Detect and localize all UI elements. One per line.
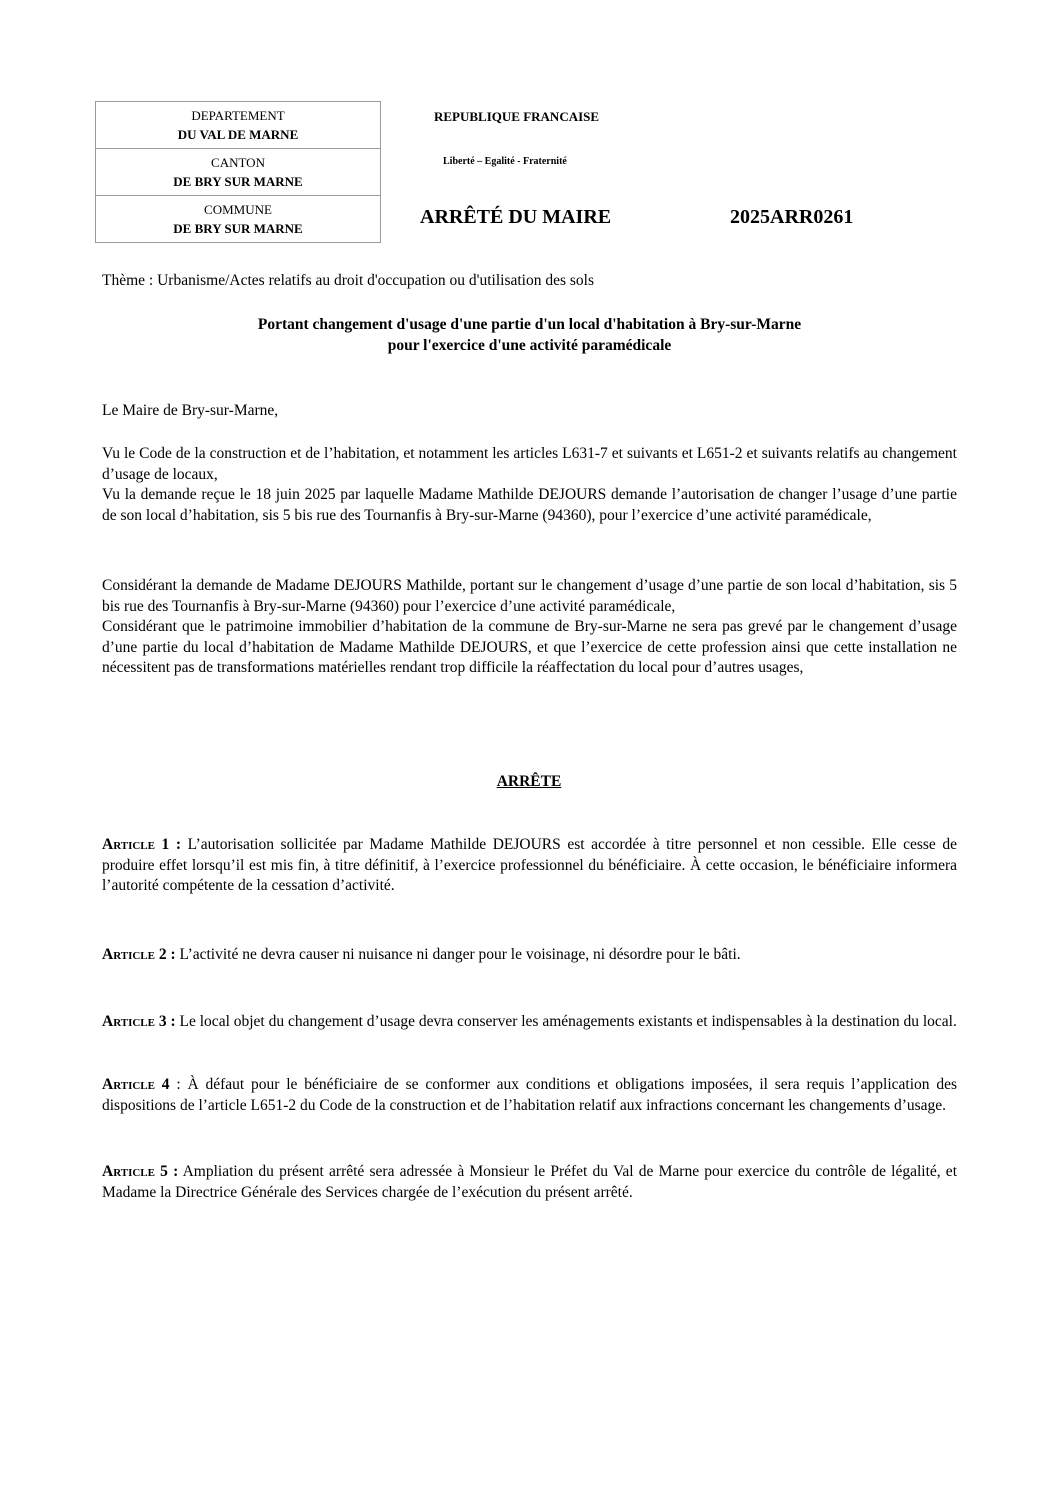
arrete-title: ARRÊTÉ DU MAIRE (420, 206, 612, 228)
article-label: Article 4 (102, 1076, 170, 1093)
header-table (95, 101, 381, 243)
subject-title (102, 314, 957, 356)
canton-label: CANTON (211, 155, 265, 170)
departement-value: DU VAL DE MARNE (177, 127, 299, 142)
article-label: Article 3 : (102, 1013, 176, 1030)
considerant-paragraph: Considérant la demande de Madame DEJOURS Mathilde, portant sur le changement d’usage d’une partie de son local d’habitation, sis 5 bis rue des Tournanfis à Bry-sur-Marne (94360) pour l’exercice d’une activité paramédicale, (102, 577, 957, 615)
article-label: Article 5 : (102, 1163, 179, 1180)
considerant-paragraph: Considérant que le patrimoine immobilier d’habitation de la commune de Bry-sur-Marne ne sera pas grevé par le changement d’usage d’une partie du local d’habitation de Madame Mathilde DEJOURS, et que l’exercice de cette profession ainsi que cette installation ne nécessitent pas de transformations matérielles rendant trop difficile la réaffectation du local pour d’autres usages, (102, 618, 957, 676)
commune-cell (96, 196, 381, 243)
canton-row (96, 149, 381, 196)
commune-row (96, 196, 381, 243)
theme-line: Thème : Urbanisme/Actes relatifs au droit d'occupation ou d'utilisation des sols (102, 272, 595, 289)
considerant-section (102, 576, 957, 679)
vu-paragraph: Vu le Code de la construction et de l’habitation, et notamment les articles L631-7 et suivants et L651-2 et suivants relatifs au changement d’usage de locaux, (102, 445, 957, 483)
commune-value: DE BRY SUR MARNE (173, 221, 303, 236)
republique-heading: REPUBLIQUE FRANCAISE (434, 109, 600, 124)
departement-row (96, 102, 381, 149)
canton-value: DE BRY SUR MARNE (173, 174, 303, 189)
arrete-heading: ARRÊTE (496, 773, 562, 790)
article-text: Ampliation du présent arrêté sera adressée à Monsieur le Préfet du Val de Marne pour exercice du contrôle de légalité, et Madame la Directrice Générale des Services chargée de l’exécution du présent arrêté. (102, 1163, 957, 1201)
vu-section (102, 444, 957, 526)
article-label: Article 2 : (102, 946, 176, 963)
article-text: L’autorisation sollicitée par Madame Mathilde DEJOURS est accordée à titre personnel et non cessible. Elle cesse de produire effet lorsqu’il est mis fin, à titre définitif, à l’exercice professionnel du bénéficiaire. À cette occasion, le bénéficiaire informera l’autorité compétente de la cessation d’activité. (102, 836, 957, 894)
republic-motto: Liberté – Egalité - Fraternité (443, 156, 567, 167)
article-3 (102, 1012, 957, 1033)
subject-line-1: Portant changement d'usage d'une partie d'un local d'habitation à Bry-sur-Marne (257, 316, 802, 333)
article-label: Article 1 : (102, 836, 182, 853)
departement-label: DEPARTEMENT (191, 108, 285, 123)
departement-cell (96, 102, 381, 149)
canton-cell (96, 149, 381, 196)
article-1 (102, 835, 957, 897)
article-text: Le local objet du changement d’usage devra conserver les aménagements existants et indispensables à la destination du local. (175, 1013, 957, 1030)
arrete-number: 2025ARR0261 (730, 206, 854, 228)
article-5 (102, 1162, 957, 1203)
subject-line-2: pour l'exercice d'une activité paramédicale (387, 337, 672, 354)
vu-paragraph: Vu la demande reçue le 18 juin 2025 par laquelle Madame Mathilde DEJOURS demande l’autorisation de changer l’usage d’une partie de son local d’habitation, sis 5 bis rue des Tournanfis à Bry-sur-Marne (94360), pour l’exercice d’une activité paramédicale, (102, 486, 957, 524)
commune-label: COMMUNE (204, 202, 272, 217)
intro-line: Le Maire de Bry-sur-Marne, (102, 402, 279, 419)
article-4 (102, 1075, 957, 1116)
article-text: L’activité ne devra causer ni nuisance ni danger pour le voisinage, ni désordre pour le bâti. (175, 946, 741, 963)
article-text: : À défaut pour le bénéficiaire de se conformer aux conditions et obligations imposées, il sera requis l’application des dispositions de l’article L651-2 du Code de la construction et de l’habitation relatif aux infractions concernant les changements d’usage. (102, 1076, 957, 1114)
article-2 (102, 945, 957, 966)
